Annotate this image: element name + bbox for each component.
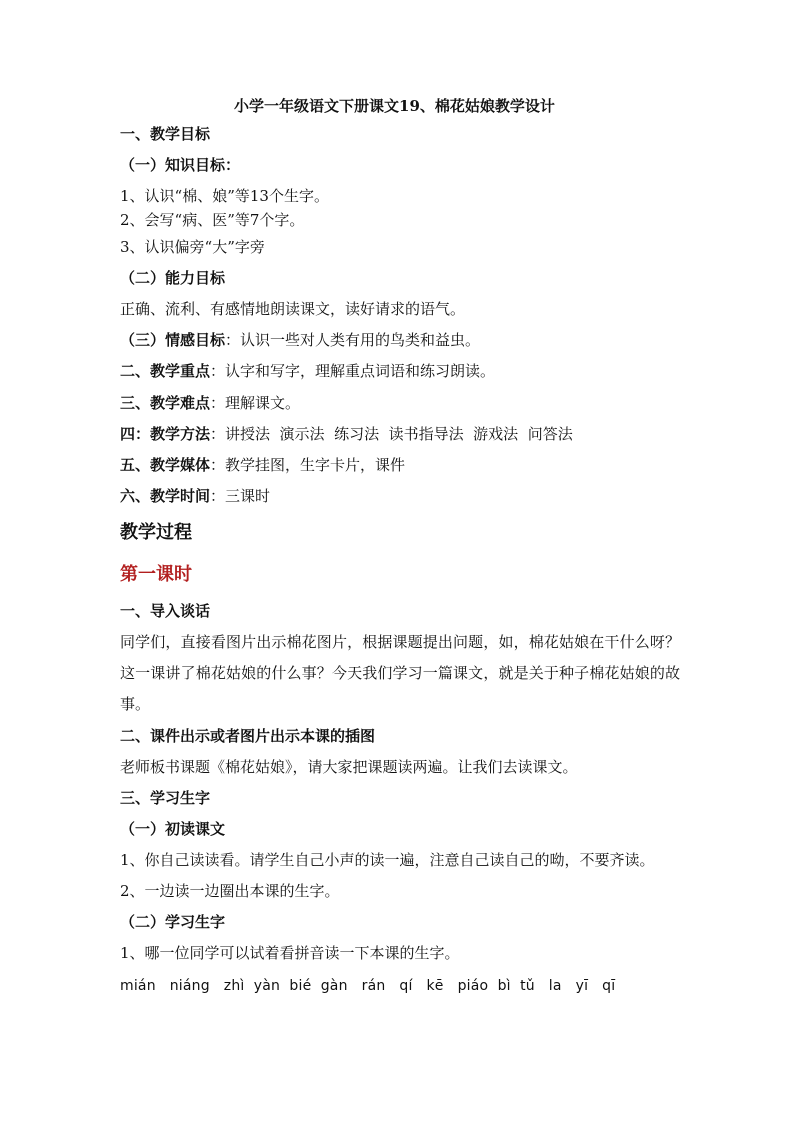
key-points-text: ：认字和写字，理解重点词语和练习朗读。 (210, 362, 496, 380)
intro-heading: 一、导入谈话 (120, 602, 211, 620)
illustration-paragraph: 老师板书课题《棉花姑娘》，请大家把课题读两遍。让我们去读课文。 (120, 758, 578, 776)
difficult-points-label: 三、教学难点 (120, 394, 211, 412)
teaching-methods-line (120, 424, 573, 444)
teaching-media-line (120, 455, 405, 475)
list-item: 1、哪一位同学可以试着看拼音读一下本课的生字。 (120, 944, 460, 962)
list-item: 2、会写“病、医”等7个字。 (120, 211, 305, 229)
document-title: 小学一年级语文下册课文19、棉花姑娘教学设计 (234, 97, 555, 115)
intro-paragraph: 同学们，直接看图片出示棉花图片，根据课题提出问题，如，棉花姑娘在干什么呀？这一课讲了棉花姑娘的什么事？今天我们学习一篇课文，就是关于种子棉花姑娘的故事。 (120, 633, 680, 713)
list-item: 1、认识“棉、娘”等13个生字。 (120, 187, 329, 205)
teaching-methods-label: 四：教学方法 (120, 425, 211, 443)
teaching-time-line (120, 486, 270, 506)
lesson-one-heading: 第一课时 (120, 564, 192, 585)
first-reading-subheading: （一）初读课文 (120, 820, 226, 838)
list-item: 1、你自己读读看。请学生自己小声的读一遍，注意自己读自己的呦，不要齐读。 (120, 851, 655, 869)
list-item: 3、认识偏旁“大”字旁 (120, 238, 265, 256)
emotion-goals-text: ：认识一些对人类有用的鸟类和益虫。 (225, 331, 481, 349)
subheading-knowledge-goals: （一）知识目标： (120, 156, 241, 174)
emotion-goals-label: （三）情感目标 (120, 331, 226, 349)
section-heading-objectives: 一、教学目标 (120, 125, 211, 143)
emotion-goals-line (120, 330, 480, 350)
difficult-points-text: ：理解课文。 (210, 394, 301, 412)
learn-characters-subheading: （二）学习生字 (120, 913, 226, 931)
key-points-label: 二、教学重点 (120, 362, 211, 380)
teaching-methods-text: ：讲授法 演示法 练习法 读书指导法 游戏法 问答法 (210, 425, 573, 443)
subheading-ability-goals: （二）能力目标 (120, 269, 226, 287)
teaching-time-text: ：三课时 (210, 487, 271, 505)
pinyin-line: mián niáng zhì yàn bié gàn rán qí kē piáo bì tǔ la yī qī (120, 978, 616, 994)
illustration-heading: 二、课件出示或者图片出示本课的插图 (120, 727, 376, 745)
teaching-time-label: 六、教学时间 (120, 487, 211, 505)
teaching-media-text: ：教学挂图，生字卡片，课件 (210, 456, 406, 474)
ability-goals-text: 正确、流利、有感情地朗读课文，读好请求的语气。 (120, 300, 466, 318)
list-item: 2、一边读一边圈出本课的生字。 (120, 882, 340, 900)
difficult-points-line (120, 393, 300, 413)
key-points-line (120, 361, 495, 381)
teaching-process-heading: 教学过程 (120, 522, 192, 543)
learn-characters-heading: 三、学习生字 (120, 789, 211, 807)
teaching-media-label: 五、教学媒体 (120, 456, 211, 474)
